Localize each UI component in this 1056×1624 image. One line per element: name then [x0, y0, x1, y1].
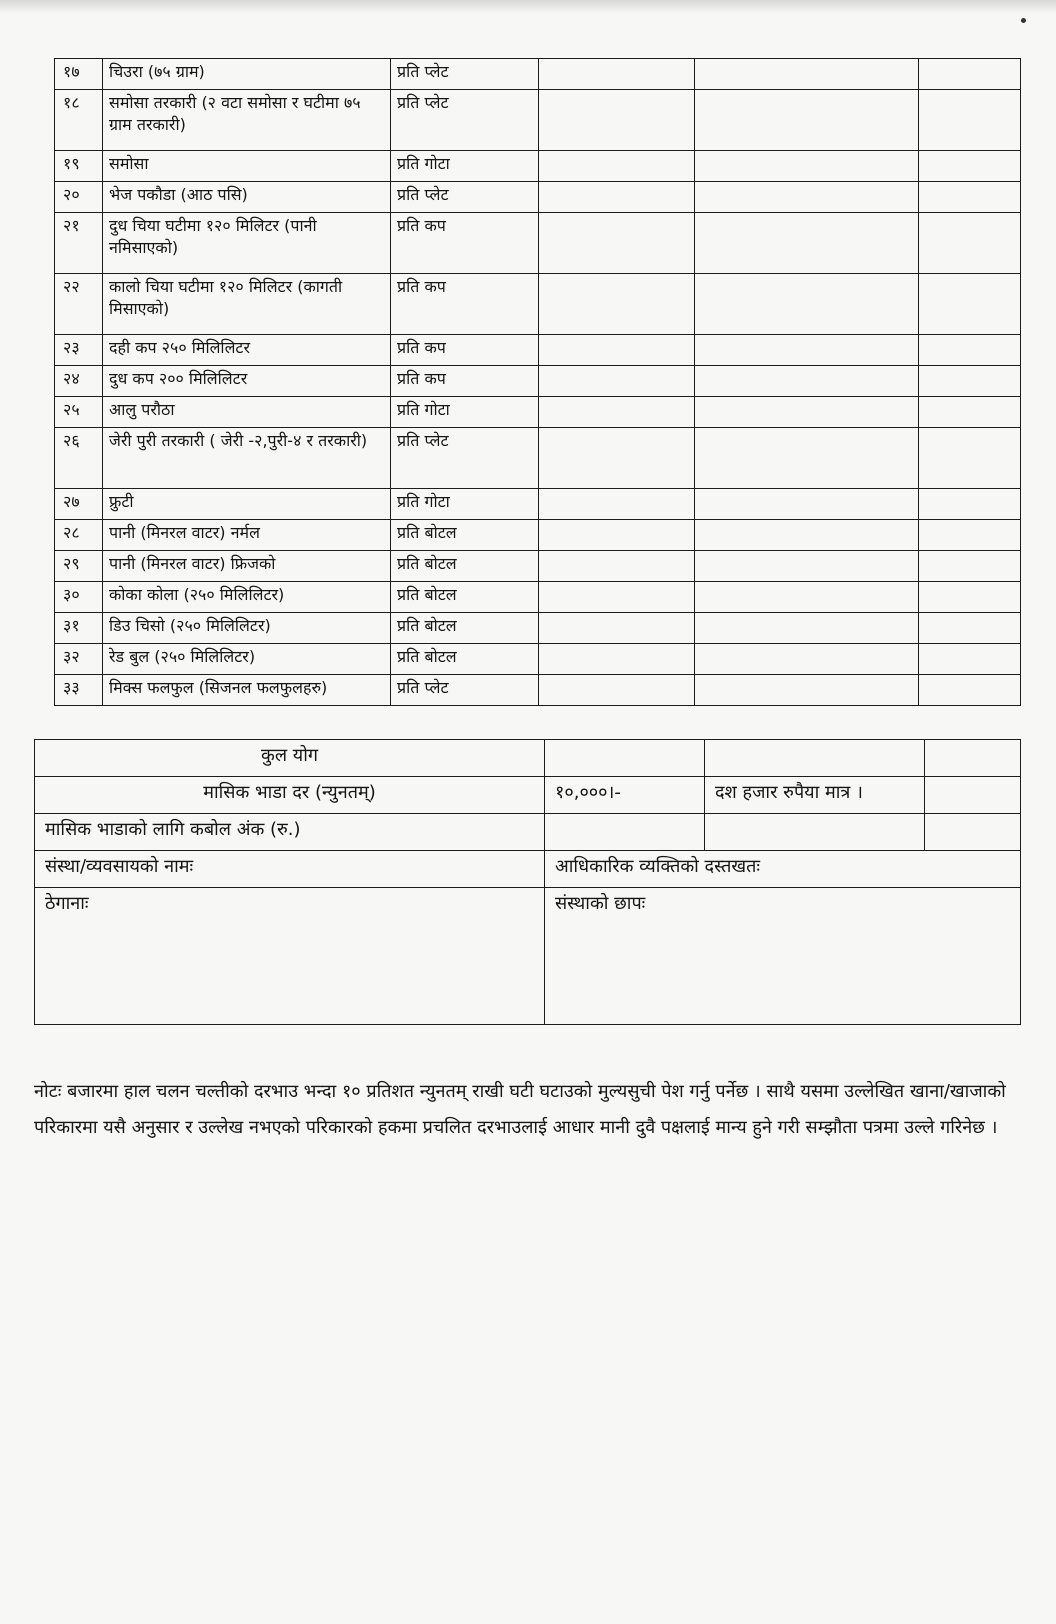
- item-name: दही कप २५० मिलिलिटर: [103, 335, 391, 366]
- row-number: १८: [55, 90, 103, 151]
- rent-remarks-cell[interactable]: [925, 777, 1021, 814]
- row-number: २४: [55, 366, 103, 397]
- rent-row: [35, 777, 1021, 814]
- rate-cell[interactable]: [539, 675, 695, 706]
- item-name: डिउ चिसो (२५० मिलिलिटर): [103, 613, 391, 644]
- rate-words-cell[interactable]: [695, 274, 919, 335]
- row-number: २५: [55, 397, 103, 428]
- item-name: मिक्स फलफुल (सिजनल फलफुलहरु): [103, 675, 391, 706]
- row-number: ३२: [55, 644, 103, 675]
- rate-words-cell[interactable]: [695, 613, 919, 644]
- rate-words-cell[interactable]: [695, 520, 919, 551]
- table-row: [55, 644, 1021, 675]
- remarks-cell[interactable]: [919, 90, 1021, 151]
- remarks-cell[interactable]: [919, 644, 1021, 675]
- item-unit: प्रति प्लेट: [391, 90, 539, 151]
- item-name: कोका कोला (२५० मिलिलिटर): [103, 582, 391, 613]
- item-unit: प्रति प्लेट: [391, 675, 539, 706]
- rate-words-cell[interactable]: [695, 489, 919, 520]
- item-name: कालो चिया घटीमा १२० मिलिटर (कागती मिसाएको): [103, 274, 391, 335]
- remarks-cell[interactable]: [919, 675, 1021, 706]
- rate-cell[interactable]: [539, 489, 695, 520]
- item-unit: प्रति बोटल: [391, 613, 539, 644]
- rate-cell[interactable]: [539, 613, 695, 644]
- table-row: [55, 489, 1021, 520]
- remarks-cell[interactable]: [919, 582, 1021, 613]
- row-number: ३३: [55, 675, 103, 706]
- rate-cell[interactable]: [539, 182, 695, 213]
- item-name: भेज पकौडा (आठ पसि): [103, 182, 391, 213]
- table-row: [55, 335, 1021, 366]
- table-row: [55, 551, 1021, 582]
- row-number: २२: [55, 274, 103, 335]
- table-row: [55, 151, 1021, 182]
- row-number: ३०: [55, 582, 103, 613]
- item-unit: प्रति गोटा: [391, 151, 539, 182]
- item-unit: प्रति प्लेट: [391, 428, 539, 489]
- rate-cell[interactable]: [539, 335, 695, 366]
- item-unit: प्रति बोटल: [391, 582, 539, 613]
- organization-name-field[interactable]: संस्था/व्यवसायको नामः: [35, 851, 545, 888]
- remarks-cell[interactable]: [919, 428, 1021, 489]
- row-number: २९: [55, 551, 103, 582]
- remarks-cell[interactable]: [919, 335, 1021, 366]
- row-number: २८: [55, 520, 103, 551]
- rate-cell[interactable]: [539, 151, 695, 182]
- remarks-cell[interactable]: [919, 366, 1021, 397]
- rate-words-cell[interactable]: [695, 675, 919, 706]
- total-row: [35, 740, 1021, 777]
- rate-words-cell[interactable]: [695, 366, 919, 397]
- item-unit: प्रति बोटल: [391, 520, 539, 551]
- item-name: चिउरा (७५ ग्राम): [103, 59, 391, 90]
- row-number: २०: [55, 182, 103, 213]
- remarks-cell[interactable]: [919, 182, 1021, 213]
- total-label: कुल योग: [35, 740, 545, 777]
- name-signature-row: [35, 851, 1021, 888]
- rate-cell[interactable]: [539, 59, 695, 90]
- ink-dot: [1021, 18, 1026, 23]
- rate-words-cell[interactable]: [695, 151, 919, 182]
- table-row: [55, 182, 1021, 213]
- remarks-cell[interactable]: [919, 59, 1021, 90]
- item-name: दुध कप २०० मिलिलिटर: [103, 366, 391, 397]
- table-row: [55, 366, 1021, 397]
- item-name: पानी (मिनरल वाटर) फ्रिजको: [103, 551, 391, 582]
- item-unit: प्रति बोटल: [391, 644, 539, 675]
- item-unit: प्रति प्लेट: [391, 59, 539, 90]
- table-row: [55, 613, 1021, 644]
- price-list-table: [54, 58, 1021, 706]
- table-row: [55, 90, 1021, 151]
- page-top-edge: [0, 0, 1056, 14]
- total-amount-cell[interactable]: [545, 740, 705, 777]
- item-unit: प्रति बोटल: [391, 551, 539, 582]
- item-name: समोसा: [103, 151, 391, 182]
- remarks-cell[interactable]: [919, 520, 1021, 551]
- item-name: फ्रुटी: [103, 489, 391, 520]
- rate-cell[interactable]: [539, 551, 695, 582]
- row-number: २१: [55, 213, 103, 274]
- rate-words-cell[interactable]: [695, 428, 919, 489]
- item-unit: प्रति गोटा: [391, 489, 539, 520]
- item-unit: प्रति कप: [391, 366, 539, 397]
- table-row: [55, 59, 1021, 90]
- rate-cell[interactable]: [539, 274, 695, 335]
- remarks-cell[interactable]: [919, 151, 1021, 182]
- rate-cell[interactable]: [539, 366, 695, 397]
- rate-words-cell[interactable]: [695, 90, 919, 151]
- organization-stamp-field[interactable]: संस्थाको छापः: [545, 888, 1021, 1025]
- item-unit: प्रति गोटा: [391, 397, 539, 428]
- total-remarks-cell[interactable]: [925, 740, 1021, 777]
- item-unit: प्रति प्लेट: [391, 182, 539, 213]
- table-row: [55, 520, 1021, 551]
- summary-table: [34, 739, 1021, 1025]
- bid-remarks-cell[interactable]: [925, 814, 1021, 851]
- bid-row: [35, 814, 1021, 851]
- item-name: पानी (मिनरल वाटर) नर्मल: [103, 520, 391, 551]
- rate-cell[interactable]: [539, 520, 695, 551]
- total-words-cell[interactable]: [705, 740, 925, 777]
- item-name: समोसा तरकारी (२ वटा समोसा र घटीमा ७५ ग्राम तरकारी): [103, 90, 391, 151]
- authorized-signature-field[interactable]: आधिकारिक व्यक्तिको दस्तखतः: [545, 851, 1021, 888]
- table-row: [55, 274, 1021, 335]
- item-name: दुध चिया घटीमा १२० मिलिटर (पानी नमिसाएको): [103, 213, 391, 274]
- rate-words-cell[interactable]: [695, 644, 919, 675]
- row-number: १९: [55, 151, 103, 182]
- item-name: रेड बुल (२५० मिलिलिटर): [103, 644, 391, 675]
- rate-cell[interactable]: [539, 213, 695, 274]
- rent-label: मासिक भाडा दर (न्युनतम्): [35, 777, 545, 814]
- table-row: [55, 397, 1021, 428]
- table-row: [55, 675, 1021, 706]
- bid-label: मासिक भाडाको लागि कबोल अंक (रु.): [35, 814, 545, 851]
- remarks-cell[interactable]: [919, 397, 1021, 428]
- item-name: जेरी पुरी तरकारी ( जेरी -२,पुरी-४ र तरकारी): [103, 428, 391, 489]
- remarks-cell[interactable]: [919, 613, 1021, 644]
- rate-words-cell[interactable]: [695, 59, 919, 90]
- item-unit: प्रति कप: [391, 335, 539, 366]
- row-number: २३: [55, 335, 103, 366]
- rate-cell[interactable]: [539, 428, 695, 489]
- rent-amount: १०,०००।-: [545, 777, 705, 814]
- rate-words-cell[interactable]: [695, 551, 919, 582]
- rate-words-cell[interactable]: [695, 397, 919, 428]
- rate-words-cell[interactable]: [695, 213, 919, 274]
- row-number: २६: [55, 428, 103, 489]
- remarks-cell[interactable]: [919, 213, 1021, 274]
- note-paragraph: नोटः बजारमा हाल चलन चल्तीको दरभाउ भन्दा १० प्रतिशत न्युनतम् राखी घटी घटाउको मुल्यसुची पेश गर्नु पर्नेछ । साथै यसमा उल्लेखित खाना/खाजाको परिकारमा यसै अनुसार र उल्लेख नभएको परिकारको हकमा प्रचलित दरभाउलाई आधार मानी दुवै पक्षलाई मान्य हुने गरी सम्झौता पत्रमा उल्ले गरिनेछ ।: [34, 1081, 1006, 1138]
- rate-words-cell[interactable]: [695, 335, 919, 366]
- row-number: ३१: [55, 613, 103, 644]
- rate-words-cell[interactable]: [695, 182, 919, 213]
- table-row: [55, 213, 1021, 274]
- rate-cell[interactable]: [539, 582, 695, 613]
- remarks-cell[interactable]: [919, 489, 1021, 520]
- rate-cell[interactable]: [539, 90, 695, 151]
- bid-words-cell[interactable]: [705, 814, 925, 851]
- rate-cell[interactable]: [539, 644, 695, 675]
- table-row: [55, 582, 1021, 613]
- table-row: [55, 428, 1021, 489]
- address-field[interactable]: ठेगानाः: [35, 888, 545, 1025]
- rent-amount-words: दश हजार रुपैया मात्र ।: [705, 777, 925, 814]
- item-unit: प्रति कप: [391, 274, 539, 335]
- row-number: १७: [55, 59, 103, 90]
- item-unit: प्रति कप: [391, 213, 539, 274]
- address-stamp-row: [35, 888, 1021, 1025]
- item-name: आलु परौठा: [103, 397, 391, 428]
- row-number: २७: [55, 489, 103, 520]
- remarks-cell[interactable]: [919, 551, 1021, 582]
- bid-amount-cell[interactable]: [545, 814, 705, 851]
- rate-words-cell[interactable]: [695, 582, 919, 613]
- rate-cell[interactable]: [539, 397, 695, 428]
- remarks-cell[interactable]: [919, 274, 1021, 335]
